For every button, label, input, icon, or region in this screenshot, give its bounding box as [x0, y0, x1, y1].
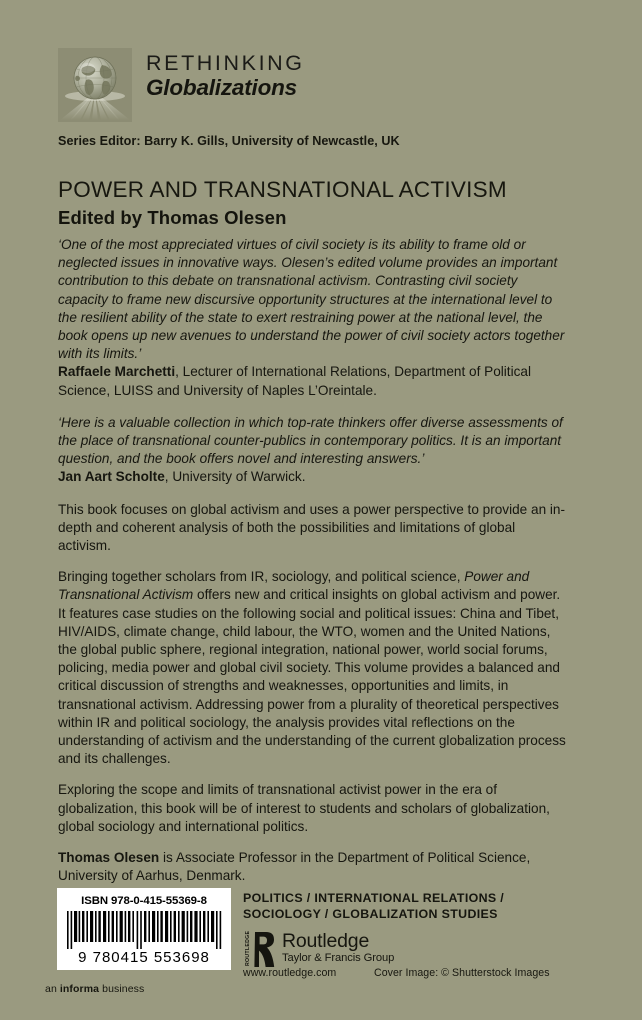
informa-prefix: an	[45, 983, 60, 995]
back-cover-copy	[58, 236, 568, 899]
series-name-line2: Globalizations	[146, 75, 297, 101]
endorsement-author: Raffaele Marchetti	[58, 364, 176, 380]
endorsement-affiliation: , University of Warwick.	[164, 469, 306, 485]
paragraph-text-part: offers new and critical insights on global activism and power. It features case studies on the following social and political issues: China and Tibet, HIV/AIDS, climate change, child labour, the WTO, women and the United Nations, the global public sphere, regional integration, national power, world social forums, policing, media power and global civil society. This volume provides a balanced and critical discussion of strengths and weaknesses, opportunities and limits, in transnational activism. Addressing power from a plurality of theoretical perspectives within IR and political sociology, the analysis provides vital reflections on the understanding of activism and the understanding of the current globalization process and its challenges.	[58, 587, 566, 767]
svg-text:ROUTLEDGE: ROUTLEDGE	[245, 930, 251, 966]
endorsement-affiliation: , Lecturer of International Relations, Department of Political Science, LUISS and University of Naples L’Oreintale.	[58, 364, 531, 398]
publisher-wordmark	[282, 930, 394, 965]
cover-image-credit: Cover Image: © Shutterstock Images	[374, 967, 550, 979]
endorsement-quote: ‘One of the most appreciated virtues of civil society is its ability to frame old or neglected issues in innovative ways. Olesen’s edited volume provides an important contribution to this debate on transnational activism. Contrasting civil society capacity to frame new discursive opportunity structures at the international level to the resilient ability of the state to exert restraining power at the national level, the book opens up new avenues to understand the power of civil society actors together with its limits.’	[58, 237, 565, 362]
endorsement-attribution	[58, 468, 568, 486]
globe-icon	[58, 48, 132, 122]
endorsement-author: Jan Aart Scholte	[58, 469, 165, 485]
paragraph-text-part: Bringing together scholars from IR, sociology, and political science,	[58, 569, 465, 585]
informa-footer	[45, 983, 144, 995]
book-title-mention: Power and Transnational Activism	[58, 569, 530, 603]
subject-line-1: POLITICS / INTERNATIONAL RELATIONS /	[243, 891, 505, 905]
barcode-bars	[65, 911, 223, 949]
informa-brand: informa	[59, 983, 100, 995]
series-editor-line: Series Editor: Barry K. Gills, University of Newcastle, UK	[58, 134, 400, 148]
description-paragraph: Exploring the scope and limits of transnational activist power in the era of globalization, this book will be of interest to students and scholars of globalization, global sociology and international politics.	[58, 782, 550, 834]
description-paragraph: This book focuses on global activism and uses a power perspective to provide an in-depth and coherent analysis of both the possibilities and limitations of global activism.	[58, 501, 566, 554]
informa-suffix: business	[99, 983, 145, 995]
isbn-barcode-panel	[57, 888, 231, 970]
subject-line-2: SOCIOLOGY / GLOBALIZATION STUDIES	[243, 907, 498, 921]
publisher-group: Taylor & Francis Group	[282, 952, 395, 964]
author-bio-text: is Associate Professor in the Department of Political Science, University of Aarhus, Denmark.	[58, 850, 531, 884]
endorsement-attribution	[58, 363, 568, 399]
series-name-line1: RETHINKING	[146, 51, 305, 75]
barcode-digits: 9 780415 553698	[78, 949, 210, 966]
series-header	[58, 48, 578, 122]
isbn-number: ISBN 978-0-415-55369-8	[81, 895, 207, 907]
endorsement-quote: ‘Here is a valuable collection in which top-rate thinkers offer diverse assessments of the place of transnational counter-publics in contemporary politics. It is an important question, and the book offers novel and interesting answers.’	[58, 414, 563, 467]
routledge-logo-icon	[243, 930, 275, 968]
description-paragraph	[58, 568, 568, 768]
publisher-name: Routledge	[282, 930, 370, 952]
author-biography	[58, 849, 568, 885]
series-wordmark	[146, 48, 305, 101]
publisher-block	[243, 930, 394, 968]
publisher-url[interactable]: www.routledge.com	[243, 967, 337, 979]
book-editor-line: Edited by Thomas Olesen	[58, 207, 287, 228]
subject-categories	[243, 890, 504, 922]
page-title: POWER AND TRANSNATIONAL ACTIVISM	[58, 177, 507, 202]
author-name: Thomas Olesen	[58, 850, 160, 866]
